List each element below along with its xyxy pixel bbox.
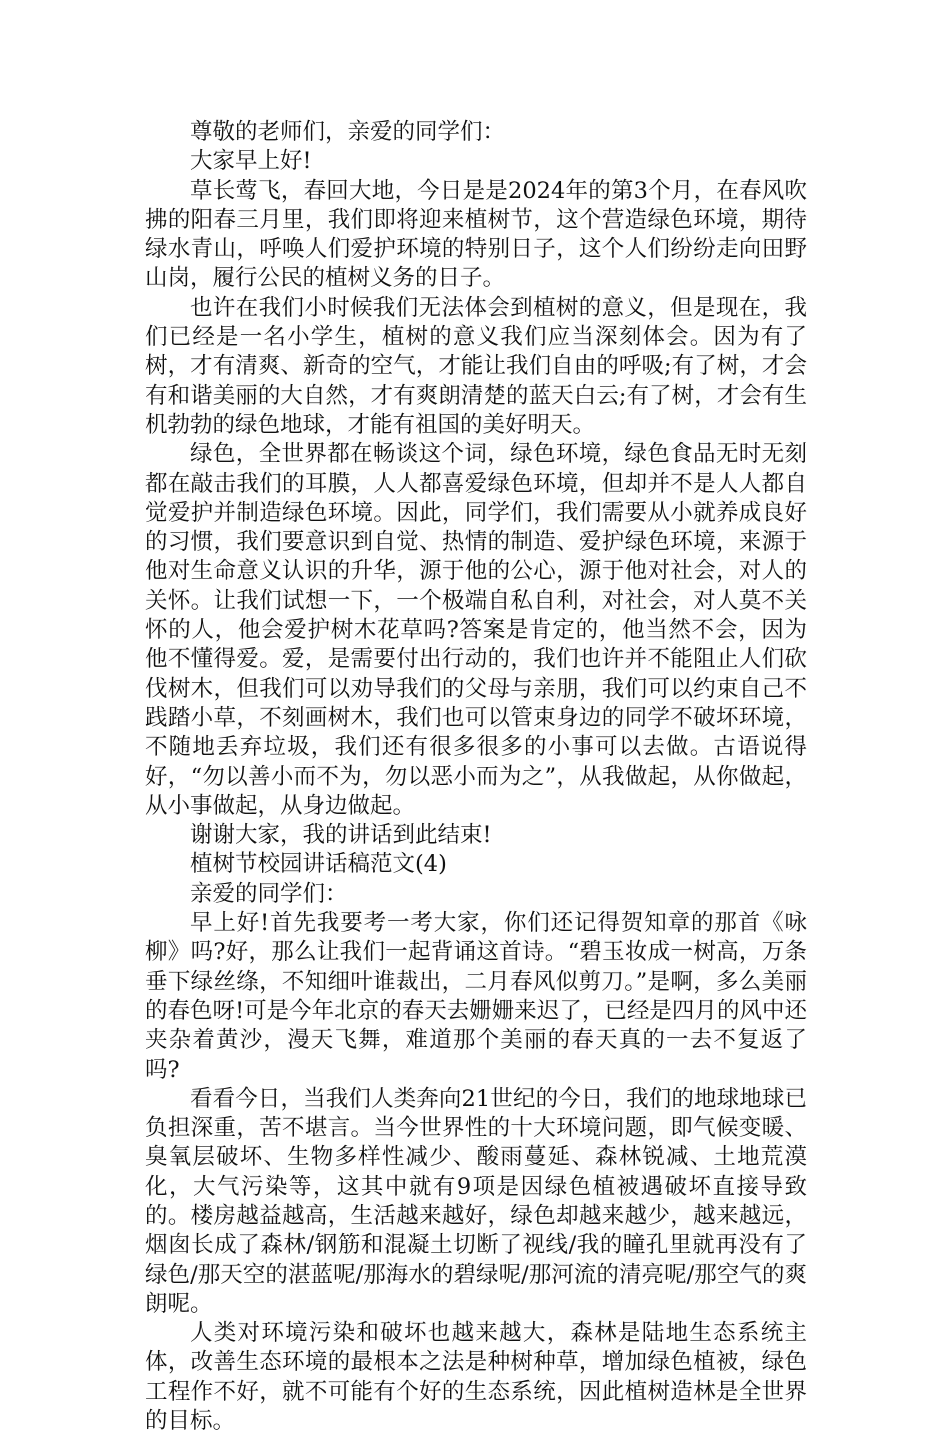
- salutation: 亲爱的同学们：: [190, 880, 348, 907]
- paragraph: 看看今日，当我们人类奔向21世纪的今日，我们的地球地球已负担深重，苦不堪言。当今世界性的十大环境问题，即气候变暖、臭氧层破坏、生物多样性减少、酸雨蔓延、森林锐减、土地荒漠化，大气污染等，这其中就有9项是因绿色植被遇破坏直接导致的。楼房越益越高，生活越来越好，绿色却越来越少，越来越远，烟囱长成了森林/钢筋和混凝土切断了视线/我的瞳孔里就再没有了绿色/那天空的湛蓝呢/那海水的碧绿呢/那河流的清亮呢/那空气的爽朗呢。: [145, 1085, 807, 1317]
- salutation: 尊敬的老师们，亲爱的同学们：: [190, 119, 506, 145]
- paragraph: 人类对环境污染和破坏也越来越大，森林是陆地生态系统主体，改善生态环境的最根本之法是种树种草，增加绿色植被，绿色工程作不好，就不可能有个好的生态系统，因此植树造林是全世界的目标。: [145, 1320, 807, 1435]
- paragraph: 早上好!首先我要考一考大家，你们还记得贺知章的那首《咏柳》吗?好，那么让我们一起背诵这首诗。“碧玉妆成一树高，万条垂下绿丝绦，不知细叶谁裁出，二月春风似剪刀。”是啊，多么美丽的春色呀!可是今年北京的春天去姗姗来迟了，已经是四月的风中还夹杂着黄沙，漫天飞舞，难道那个美丽的春天真的一去不复返了吗?: [145, 910, 807, 1083]
- greeting: 大家早上好!: [190, 148, 312, 175]
- document-body: [145, 118, 807, 1436]
- paragraph: 草长莺飞，春回大地，今日是是2024年的第3个月，在春风吹拂的阳春三月里，我们即将迎来植树节，这个营造绿色环境，期待绿水青山，呼唤人们爱护环境的特别日子，这个人们纷纷走向田野山岗，履行公民的植树义务的日子。: [145, 177, 807, 292]
- paragraph: 绿色，全世界都在畅谈这个词，绿色环境，绿色食品无时无刻都在敲击我们的耳膜，人人都喜爱绿色环境，但却并不是人人都自觉爱护并制造绿色环境。因此，同学们，我们需要从小就养成良好的习惯，我们要意识到自觉、热情的制造、爱护绿色环境，来源于他对生命意义认识的升华，源于他的公心，源于他对社会，对人的关怀。让我们试想一下，一个极端自私自利，对社会，对人莫不关怀的人，他会爱护树木花草吗?答案是肯定的，他当然不会，因为他不懂得爱。爱，是需要付出行动的，我们也许并不能阻止人们砍伐树木，但我们可以劝导我们的父母与亲朋，我们可以约束自己不践踏小草，不刻画树木，我们也可以管束身边的同学不破坏环境，不随地丢弃垃圾，我们还有很多很多的小事可以去做。古语说得好，“勿以善小而不为，勿以恶小而为之”，从我做起，从你做起，从小事做起，从身边做起。: [145, 441, 807, 819]
- section-title: 植树节校园讲话稿范文(4): [190, 851, 447, 878]
- closing-line: 谢谢大家，我的讲话到此结束!: [190, 822, 492, 849]
- paragraph: 也许在我们小时候我们无法体会到植树的意义，但是现在，我们已经是一名小学生，植树的意义我们应当深刻体会。因为有了树，才有清爽、新奇的空气，才能让我们自由的呼吸;有了树，才会有和谐美丽的大自然，才有爽朗清楚的蓝天白云;有了树，才会有生机勃勃的绿色地球，才能有祖国的美好明天。: [145, 294, 807, 438]
